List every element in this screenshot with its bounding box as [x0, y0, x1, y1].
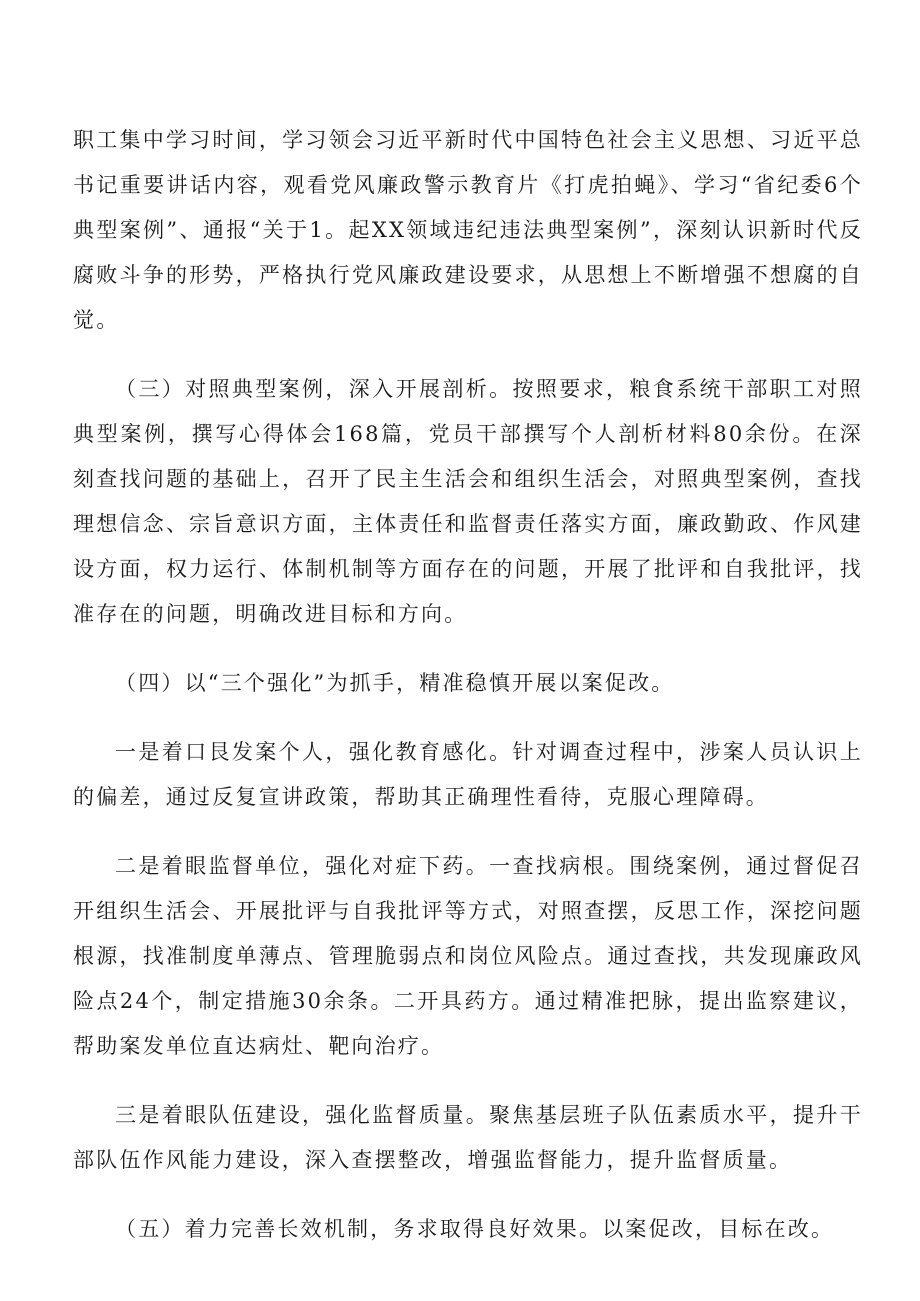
- paragraph-section-five: （五）着力完善长效机制，务求取得良好效果。以案促改，目标在改。: [115, 1217, 835, 1241]
- paragraph-point-one: 一是着口艮发案个人，强化教育感化。针对调查过程中，涉案人员认识上的偏差，通过反复宣讲政策，帮助其正确理性看待，克服心理障碍。: [73, 740, 863, 809]
- paragraph-point-three: 三是着眼队伍建设，强化监督质量。聚焦基层班子队伍素质水平，提升干部队伍作风能力建设，深入查摆整改，增强监督能力，提升监督质量。: [73, 1103, 863, 1172]
- document-body: [73, 118, 863, 1252]
- paragraph-section-three: （三）对照典型案例，深入开展剖析。按照要求，粮食系统干部职工对照典型案例，撰写心得体会168篇，党员干部撰写个人剖析材料80余份。在深刻查找问题的基础上，召开了民主生活会和组织生活会，对照典型案例，查找理想信念、宗旨意识方面，主体责任和监督责任落实方面，廉政勤政、作风建设方面，权力运行、体制机制等方面存在的问题，开展了批评和自我批评，找准存在的问题，明确改进目标和方向。: [73, 377, 863, 626]
- paragraph-point-two: 二是着眼监督单位，强化对症下药。一查找病根。围绕案例，通过督促召开组织生活会、开展批评与自我批评等方式，对照查摆，反思工作，深挖问题根源，找准制度单薄点、管理脆弱点和岗位风险点。通过查找，共发现廉政风险点24个，制定措施30余条。二开具药方。通过精准把脉，提出监察建议，帮助案发单位直达病灶、靶向治疗。: [73, 854, 863, 1058]
- paragraph-study-time: 职工集中学习时间，学习领会习近平新时代中国特色社会主义思想、习近平总书记重要讲话内容，观看党风廉政警示教育片《打虎拍蝇》、学习“省纪委6个典型案例”、通报“关于1。起XX领域违纪违法典型案例”，深刻认识新时代反腐败斗争的形势，严格执行党风廉政建设要求，从思想上不断增强不想腐的自觉。: [73, 128, 863, 332]
- paragraph-section-four: （四）以“三个强化”为抓手，精准稳慎开展以案促改。: [115, 671, 675, 695]
